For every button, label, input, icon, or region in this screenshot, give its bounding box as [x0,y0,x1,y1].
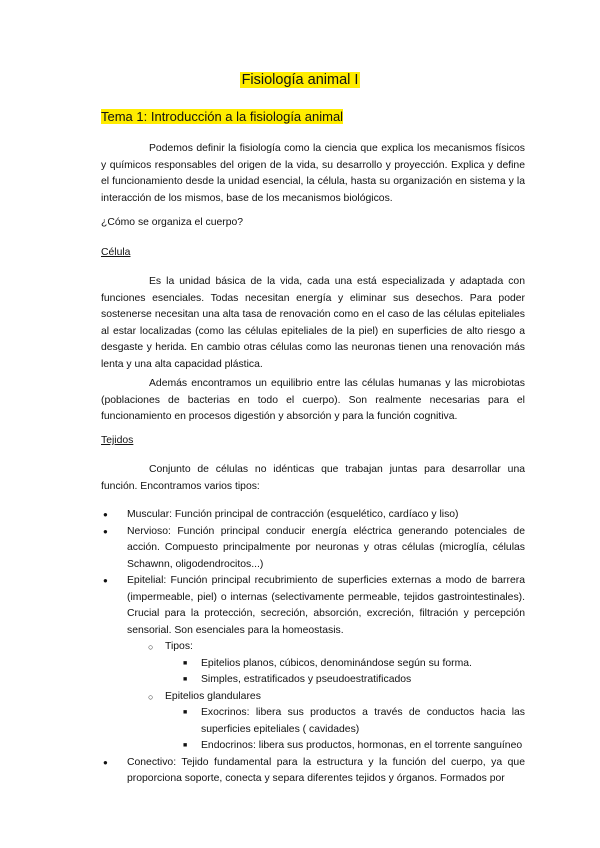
list-item-nervioso: ● Nervioso: Función principal conducir energía eléctrica generando potenciales de acción. Compuesto principalmente por neuronas y otras células (microglía, células Schawnn, oligodendrocitos...) [105,524,525,574]
celula-paragraph-2: Además encontramos un equilibrio entre las células humanas y las microbiotas (poblaciones de bacterias en todo el cuerpo). Son realmente necesarias para el funcionamiento en procesos digestión y absorción y para la función cognitiva. [101,378,525,422]
title-text: Fisiología animal I [241,72,359,88]
question-text: ¿Cómo se organiza el cuerpo? [101,217,244,228]
tipos-item-forma: ■ Epitelios planos, cúbicos, denominándose según su forma. [165,656,525,673]
document-title [0,71,600,89]
topic-heading-text: Tema 1: Introducción a la fisiología animal [101,109,344,124]
sublist-item-glandulares: ○ Epitelios glandulares ■ Exocrinos: libera sus productos a través de conductos hacia las superficies epiteliales ( cavidades) ■ Endocrinos: libera sus productos, hormonas, en el torrente sanguíneo [127,689,525,755]
tejidos-heading: Tejidos [101,435,134,446]
tipos-sublist [165,656,525,689]
list-item-conectivo: ● Conectivo: Tejido fundamental para la estructura y la función del cuerpo, ya que proporciona soporte, conecta y separa diferentes tejidos y órganos. Formados por [105,755,525,788]
tejidos-paragraph: Conjunto de células no idénticas que trabajan juntas para desarrollar una función. Encontramos varios tipos: [101,464,525,492]
celula-paragraph-1: Es la unidad básica de la vida, cada una está especializada y adaptada con funciones esenciales. Todas necesitan energía y eliminar sus desechos. Para poder sostenerse necesitan una alta tasa de renovación como en el caso de las células epiteliales al estar localizadas (como las células epiteliales de la piel) en superficies de alto riesgo a desgaste y herida. En cambio otras células como las neuronas tienen una renovación más lenta y una alta capacidad plástica. [101,276,525,370]
glandulares-item-exocrinos: ■ Exocrinos: libera sus productos a través de conductos hacia las superficies epiteliales ( cavidades) [165,705,525,738]
list-item-epitelial: ● Epitelial: Función principal recubrimiento de superficies externas a modo de barrera (impermeable, piel) o internas (selectivamente permeable, tejidos gastrointestinales). Crucial para la protección, secreción, absorción, excreción, filtración y percepción sensorial. Son esenciales para la homeostasis. ○ Tipos: ■ Epitelios planos, cúbicos, denominándose según su forma. ■ Simples, estratificados y pseudoestratificados ○ Epitelios glandulares ■ Exocrinos: libera sus productos a través de conductos hacia las superficies epiteliales ( cavidades) ■ Endocrinos: libera sus productos, hormonas, en el torrente sanguíneo [105,573,525,755]
glandulares-item-endocrinos: ■ Endocrinos: libera sus productos, hormonas, en el torrente sanguíneo [165,738,525,755]
epitelial-sublist [127,639,525,755]
glandulares-sublist [165,705,525,755]
tissue-list [105,507,525,788]
intro-paragraph: Podemos definir la fisiología como la ciencia que explica los mecanismos físicos y químicos responsables del origen de la vida, su desarrollo y proyección. Explica y define el funcionamiento desde la unidad esencial, la célula, hasta su organización en sistema y la interacción de los mismos, base de los mecanismos biológicos. [101,143,525,204]
celula-heading: Célula [101,247,131,258]
tipos-item-estratificacion: ■ Simples, estratificados y pseudoestratificados [165,672,525,689]
list-item-muscular: ● Muscular: Función principal de contracción (esquelético, cardíaco y liso) [105,507,525,524]
sublist-item-tipos: ○ Tipos: ■ Epitelios planos, cúbicos, denominándose según su forma. ■ Simples, estratificados y pseudoestratificados [127,639,525,689]
topic-heading [101,109,343,125]
